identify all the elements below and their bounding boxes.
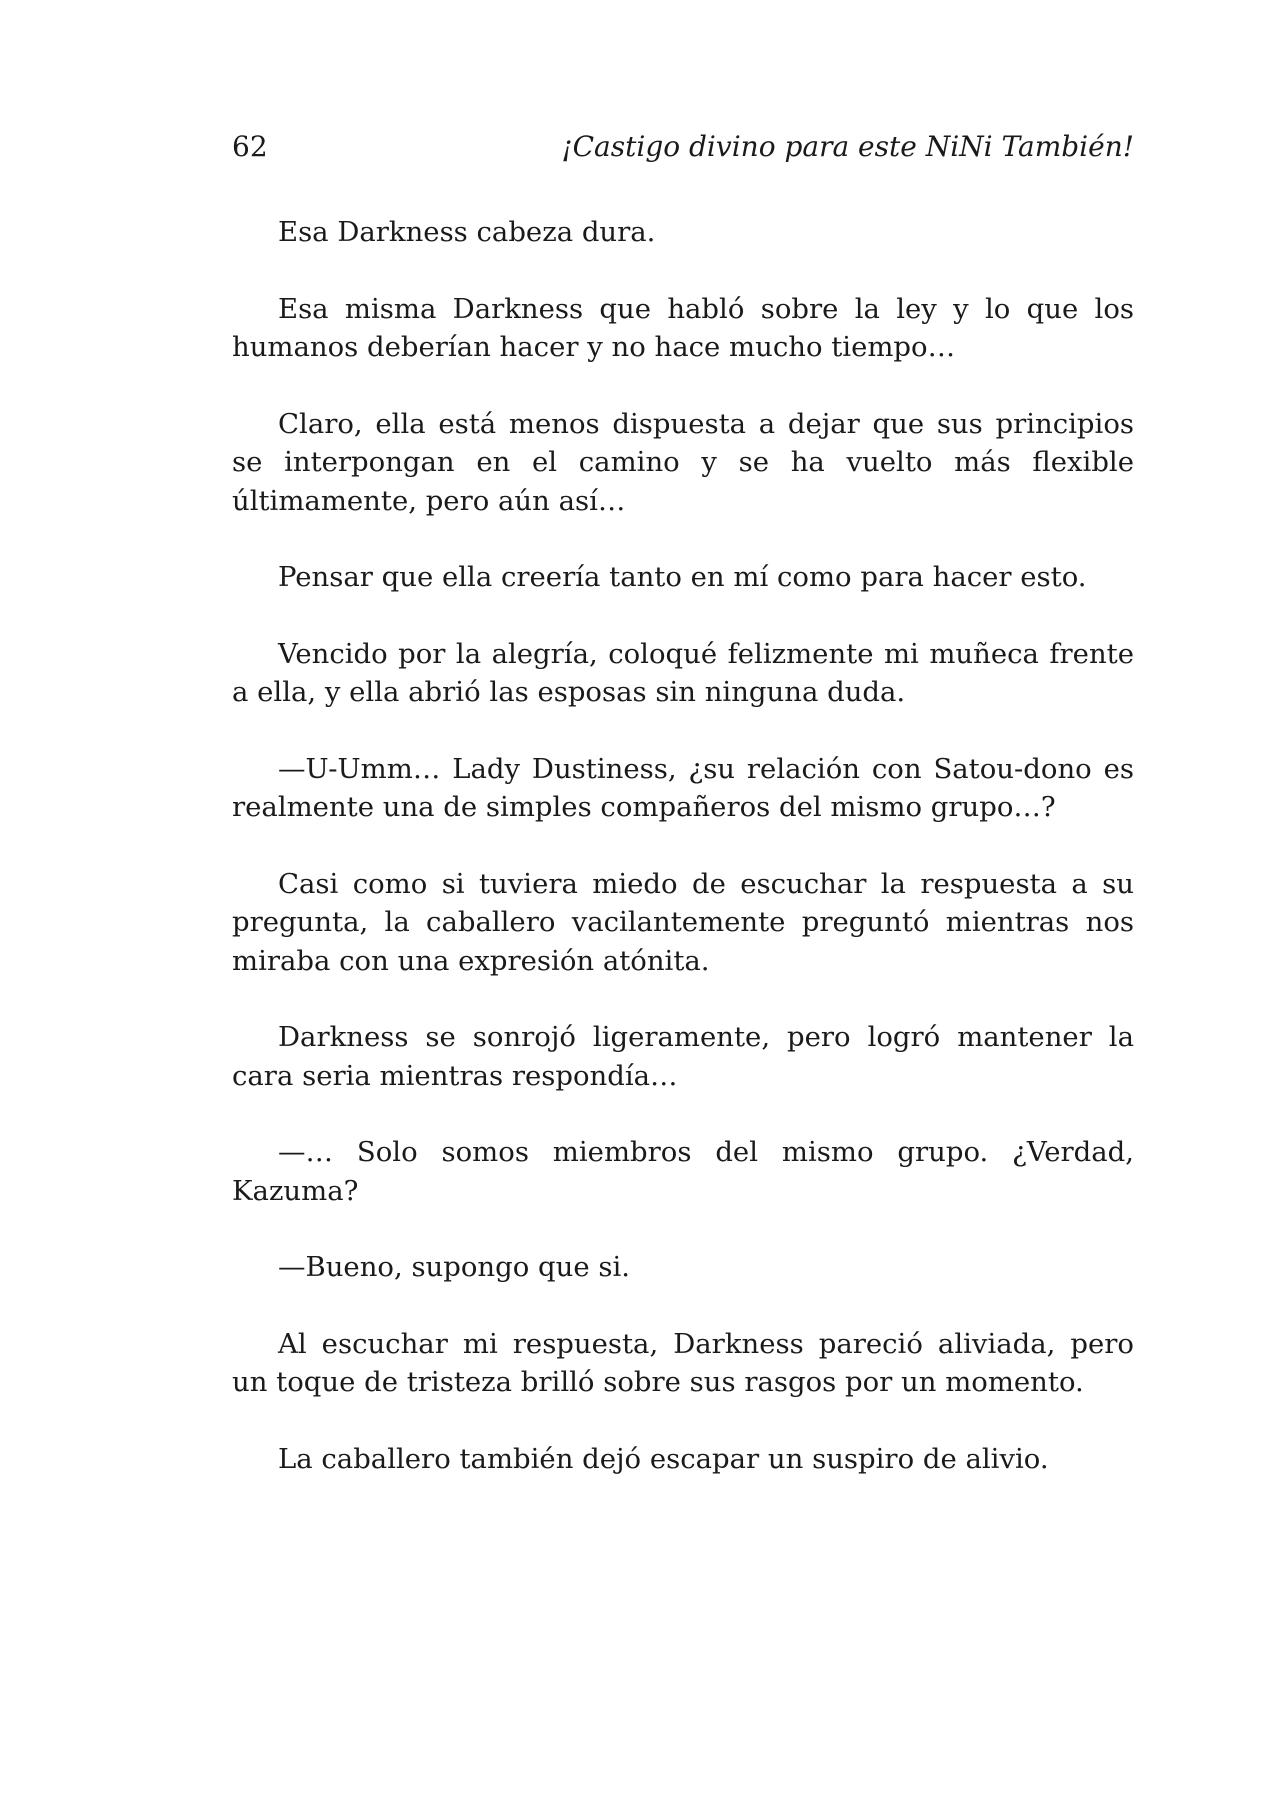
paragraph: —Bueno, supongo que si. — [278, 1251, 631, 1283]
paragraph: Vencido por la alegría, coloqué felizmente mi muñeca frente a ella, y ella abrió las esposas sin ninguna duda. — [232, 637, 1134, 708]
paragraph: Pensar que ella creería tanto en mí como para hacer esto. — [278, 561, 1087, 593]
paragraph: La caballero también dejó escapar un suspiro de alivio. — [278, 1442, 1049, 1475]
paragraph: Al escuchar mi respuesta, Darkness pareció aliviada, pero un toque de tristeza brilló sobre sus rasgos por un momento. — [232, 1327, 1134, 1398]
paragraph: Esa misma Darkness que habló sobre la ley y lo que los humanos deberían hacer y no hace mucho tiempo… — [232, 292, 1134, 363]
running-title: ¡Castigo divino para este NiNi También! — [561, 130, 1134, 163]
book-page — [232, 128, 1134, 1516]
page-number: 62 — [232, 130, 268, 163]
running-head — [232, 128, 1134, 166]
body-text — [232, 213, 1134, 1478]
paragraph: Casi como si tuviera miedo de escuchar la respuesta a su pregunta, la caballero vacilantemente preguntó mientras nos miraba con una expresión atónita. — [232, 867, 1134, 977]
paragraph: Claro, ella está menos dispuesta a dejar que sus principios se interpongan en el camino y se ha vuelto más flexible últimamente, pero aún así… — [232, 407, 1134, 517]
paragraph: —… Solo somos miembros del mismo grupo. ¿Verdad, Kazuma? — [232, 1136, 1134, 1207]
paragraph: Esa Darkness cabeza dura. — [278, 216, 656, 248]
paragraph: Darkness se sonrojó ligeramente, pero logró mantener la cara seria mientras respondía… — [232, 1021, 1134, 1092]
paragraph: —U-Umm… Lady Dustiness, ¿su relación con Satou-dono es realmente una de simples compañeros del mismo grupo…? — [232, 752, 1134, 823]
